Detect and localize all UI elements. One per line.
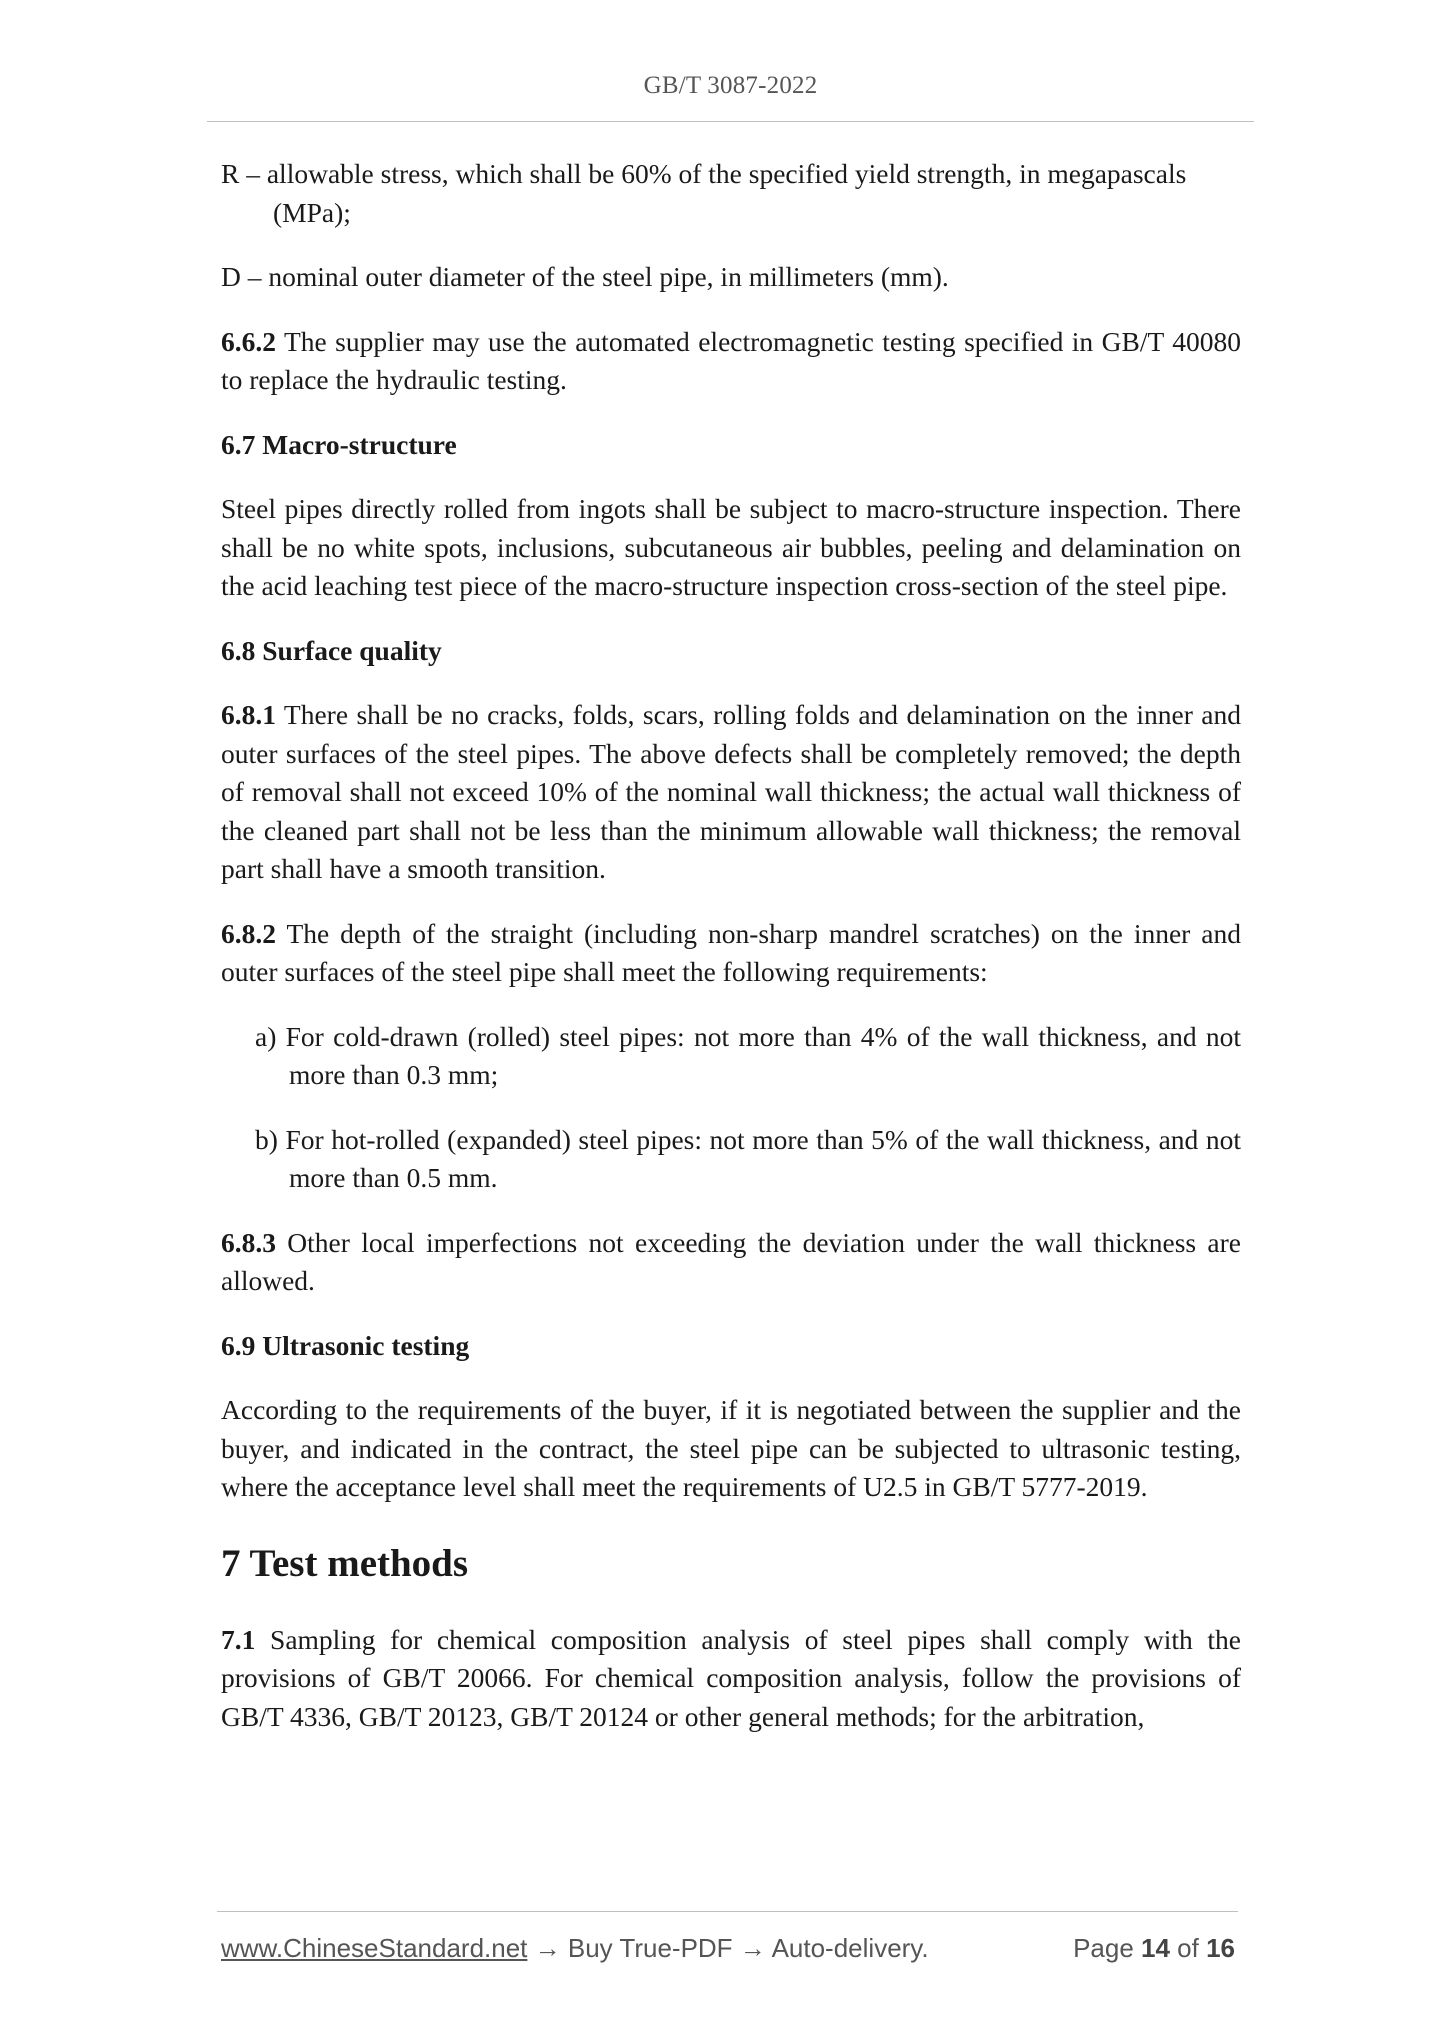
clause-6-8-2 — [221, 915, 1241, 992]
definition-d: D – nominal outer diameter of the steel pipe, in millimeters (mm). — [221, 261, 949, 292]
clause-6-8-1 — [221, 696, 1241, 889]
clause-7-1 — [221, 1621, 1241, 1737]
clause-text: The supplier may use the automated electromagnetic testing specified in GB/T 40080 to replace the hydraulic testing. — [221, 325, 1241, 395]
page-label: Page — [1073, 1933, 1142, 1963]
section-6-7-text: Steel pipes directly rolled from ingots shall be subject to macro-structure inspection. There shall be no white spots, inclusions, subcutaneous air bubbles, peeling and delamination on the acid leaching test piece of the macro-structure inspection cross-section of the steel pipe. — [221, 493, 1241, 601]
clause-number: 6.6.2 — [221, 325, 276, 357]
clause-6-8-3 — [221, 1224, 1241, 1301]
list-item-b: b) For hot-rolled (expanded) steel pipes: not more than 5% of the wall thickness, and not more than 0.5 mm. — [255, 1123, 1241, 1193]
chapter-heading-7: 7 Test methods — [221, 1541, 469, 1585]
definition-r: R – allowable stress, which shall be 60% of the specified yield strength, in megapascals (MPa); — [221, 158, 1187, 228]
clause-6-6-2 — [221, 323, 1241, 400]
section-6-9-text: According to the requirements of the buyer, if it is negotiated between the supplier and the buyer, and indicated in the contract, the steel pipe can be subjected to ultrasonic testing, where the acceptance level shall meet the requirements of U2.5 in GB/T 5777-2019. — [221, 1394, 1241, 1502]
clause-text: Other local imperfections not exceeding the deviation under the wall thickness are allowed. — [221, 1226, 1241, 1296]
of-label: of — [1169, 1933, 1207, 1963]
page-indicator — [1073, 1933, 1235, 1964]
footer-left — [221, 1933, 929, 1964]
clause-number: 6.8.2 — [221, 917, 276, 949]
clause-text: Sampling for chemical composition analysis of steel pipes shall comply with the provisions of GB/T 20066. For chemical composition analysis, follow the provisions of GB/T 4336, GB/T 20123, GB/T 20124 or other general methods; for the arbitration, — [221, 1623, 1241, 1732]
page-content — [221, 155, 1241, 1736]
section-heading-6-9: 6.9 Ultrasonic testing — [221, 1329, 470, 1361]
header-divider — [207, 121, 1254, 122]
section-heading-6-7: 6.7 Macro-structure — [221, 428, 457, 460]
list-item-a: a) For cold-drawn (rolled) steel pipes: not more than 4% of the wall thickness, and not more than 0.3 mm; — [255, 1020, 1241, 1090]
current-page-number: 14 — [1141, 1933, 1170, 1963]
section-heading-6-8: 6.8 Surface quality — [221, 634, 442, 666]
clause-text: There shall be no cracks, folds, scars, rolling folds and delamination on the inner and outer surfaces of the steel pipes. The above defects shall be completely removed; the depth of removal shall not exceed 10% of the nominal wall thickness; the actual wall thickness of the cleaned part shall not be less than the minimum allowable wall thickness; the removal part shall have a smooth transition. — [221, 699, 1241, 884]
footer-divider — [217, 1911, 1238, 1912]
clause-number: 6.8.1 — [221, 699, 276, 730]
clause-number: 7.1 — [221, 1623, 256, 1655]
page-header-standard-code: GB/T 3087-2022 — [643, 72, 818, 99]
footer-tagline: → Buy True-PDF → Auto-delivery. — [527, 1933, 929, 1963]
total-pages-number: 16 — [1206, 1933, 1235, 1963]
clause-text: The depth of the straight (including non-sharp mandrel scratches) on the inner and outer surfaces of the steel pipe shall meet the following requirements: — [221, 917, 1241, 987]
website-link[interactable]: www.ChineseStandard.net — [221, 1933, 528, 1963]
clause-number: 6.8.3 — [221, 1226, 276, 1258]
